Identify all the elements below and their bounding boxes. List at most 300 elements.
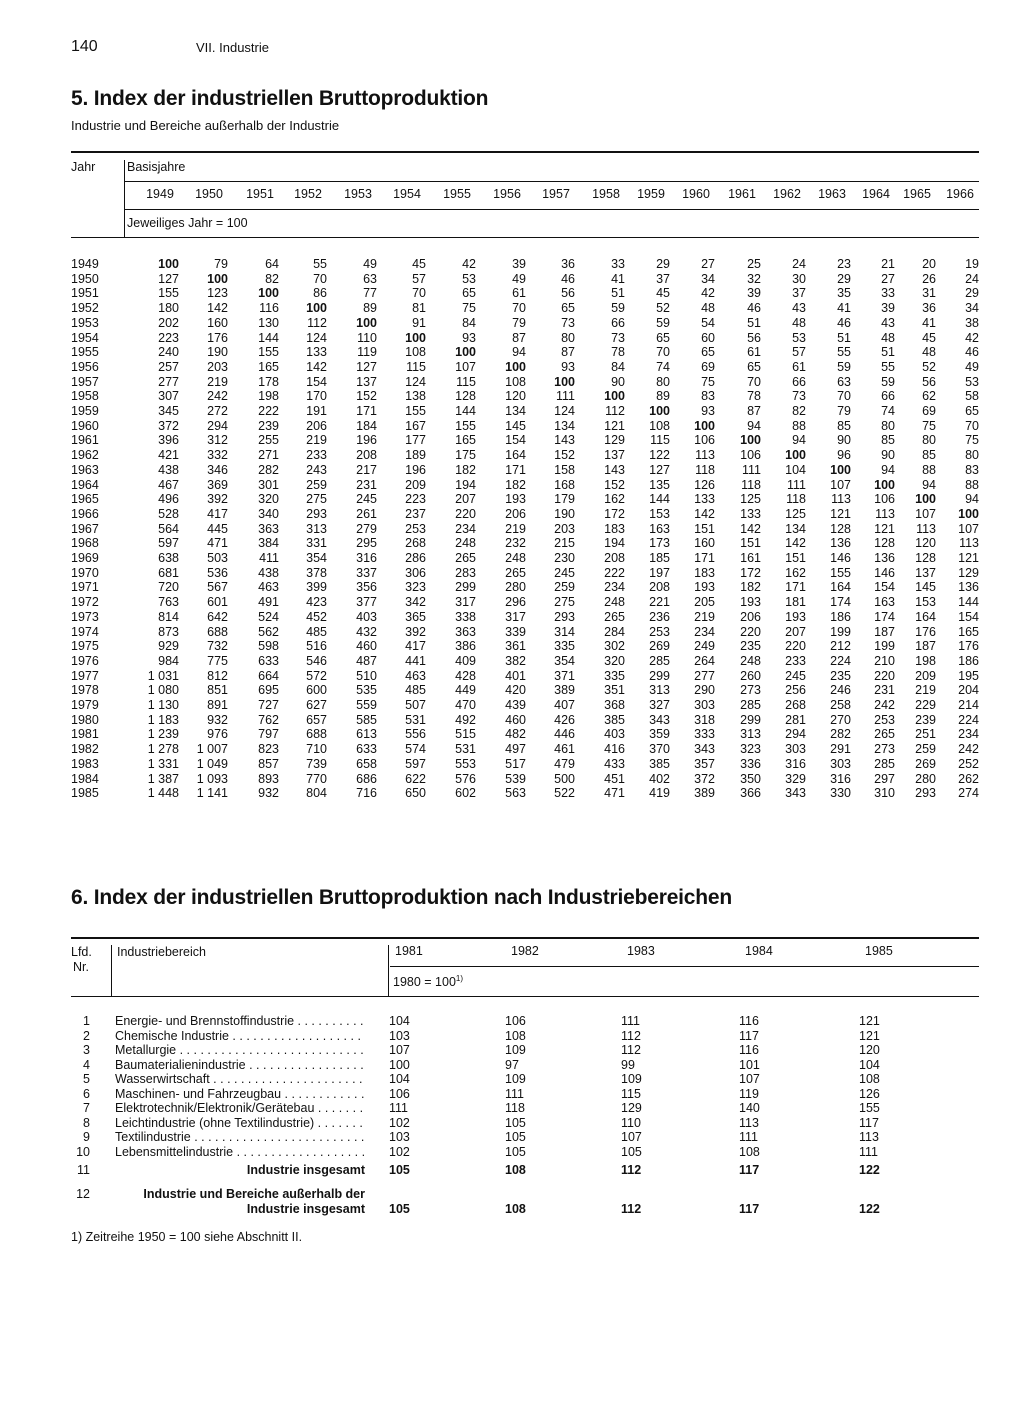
table5-cell: 167 <box>405 418 426 433</box>
table5-cell: 732 <box>207 639 228 654</box>
table5-row-year: 1962 <box>71 448 99 463</box>
table5-cell: 65 <box>701 345 715 360</box>
table5-base-year-1964: 1964 <box>862 187 890 201</box>
table5-cell: 183 <box>604 521 625 536</box>
table5-cell: 354 <box>306 551 327 565</box>
table5-cell: 332 <box>207 448 228 463</box>
table5-cell: 461 <box>554 742 575 757</box>
table5-row <box>0 257 1024 272</box>
table5-cell: 234 <box>958 727 979 742</box>
table5-cell: 277 <box>694 668 715 683</box>
table5-cell: 1 183 <box>147 712 179 727</box>
table5-row <box>0 742 1024 757</box>
table5-cell: 153 <box>649 506 670 521</box>
table5-row-year: 1950 <box>71 271 99 286</box>
table5-cell: 51 <box>837 330 851 345</box>
table5-cell: 151 <box>694 521 715 536</box>
table5-cell: 41 <box>611 271 625 286</box>
table5-cell: 275 <box>306 492 327 507</box>
table5-cell: 83 <box>965 462 979 477</box>
table5-cell: 485 <box>306 624 327 639</box>
table5-cell: 19 <box>965 257 979 271</box>
table6-cell: 121 <box>859 1014 880 1028</box>
table5-cell: 93 <box>462 330 476 345</box>
table5-cell: 57 <box>412 271 426 286</box>
table5-cell: 146 <box>874 565 895 580</box>
table5-cell: 85 <box>881 433 895 448</box>
table5-cell: 242 <box>207 389 228 404</box>
table5-cell: 100 <box>554 374 575 389</box>
table5-cell: 439 <box>505 698 526 712</box>
table5-cell: 70 <box>412 286 426 301</box>
table5-cell: 452 <box>306 609 327 624</box>
table5-cell: 232 <box>505 536 526 551</box>
table5-cell: 219 <box>505 521 526 536</box>
table5-top-rule <box>71 151 979 153</box>
table5-cell: 1 278 <box>147 742 179 757</box>
table5-cell: 224 <box>830 653 851 668</box>
table5-header-reference: Jeweiliges Jahr = 100 <box>127 216 248 230</box>
table5-cell: 100 <box>604 389 625 404</box>
page-number: 140 <box>71 38 98 55</box>
table5-cell: 66 <box>611 315 625 330</box>
table5-cell: 20 <box>922 257 936 271</box>
table5-row-year: 1957 <box>71 374 99 389</box>
table6-year-1983: 1983 <box>627 944 655 958</box>
table5-cell: 108 <box>649 418 670 433</box>
table5-cell: 420 <box>505 683 526 698</box>
table5-cell: 366 <box>740 786 761 801</box>
table5-cell: 273 <box>740 683 761 698</box>
table5-cell: 598 <box>258 639 279 654</box>
table5-cell: 219 <box>694 609 715 624</box>
table5-cell: 657 <box>306 712 327 727</box>
table5-cell: 133 <box>694 492 715 507</box>
table5-cell: 239 <box>915 712 936 727</box>
table5-cell: 251 <box>915 727 936 742</box>
table5-base-year-1954: 1954 <box>393 187 421 201</box>
table5-cell: 52 <box>922 359 936 374</box>
table5-cell: 563 <box>505 786 526 801</box>
table5-cell: 470 <box>455 698 476 712</box>
table5-cell: 572 <box>306 668 327 683</box>
table5-cell: 100 <box>455 345 476 360</box>
table5-cell: 171 <box>785 580 806 595</box>
table5-cell: 219 <box>915 683 936 698</box>
table6-cell: 111 <box>505 1086 525 1101</box>
table5-cell: 137 <box>915 565 936 580</box>
table6-cell: 112 <box>621 1043 641 1057</box>
table6-cell: 102 <box>389 1144 410 1159</box>
table5-cell: 106 <box>694 433 715 448</box>
table5-row-year: 1985 <box>71 786 99 801</box>
table5-cell: 100 <box>694 418 715 433</box>
table5-cell: 142 <box>694 506 715 521</box>
table6-row-name: Maschinen- und Fahrzeugbau . . . <box>115 1087 365 1102</box>
table5-cell: 299 <box>455 580 476 595</box>
table5-cell: 932 <box>207 712 228 727</box>
table5-cell: 215 <box>554 536 575 551</box>
table5-cell: 173 <box>649 536 670 551</box>
table5-row-year: 1952 <box>71 301 99 316</box>
table5-cell: 75 <box>965 433 979 448</box>
table5-cell: 536 <box>207 565 228 580</box>
table5-cell: 339 <box>505 624 526 639</box>
table5-cell: 123 <box>207 286 228 301</box>
table6-cell: 117 <box>859 1115 879 1130</box>
table6-row-number: 10 <box>76 1144 90 1159</box>
table5-cell: 460 <box>356 639 377 654</box>
table5-cell: 363 <box>258 521 279 536</box>
table5-cell: 128 <box>915 551 936 565</box>
table5-cell: 269 <box>915 756 936 771</box>
table5-cell: 234 <box>604 580 625 595</box>
table5-cell: 78 <box>611 345 625 360</box>
table5-row <box>0 683 1024 698</box>
table5-cell: 1 093 <box>196 771 228 786</box>
table6-cell: 105 <box>389 1163 410 1177</box>
table6-cell: 115 <box>621 1086 641 1101</box>
table5-row <box>0 654 1024 669</box>
table5-cell: 66 <box>792 374 806 389</box>
table6-cell: 140 <box>739 1101 760 1115</box>
table5-cell: 39 <box>747 286 761 301</box>
table6-cell: 117 <box>739 1028 759 1043</box>
table5-cell: 42 <box>965 330 979 345</box>
table5-cell: 94 <box>881 462 895 477</box>
table5-cell: 77 <box>363 286 377 301</box>
table6-cell: 111 <box>621 1014 641 1028</box>
table5-cell: 451 <box>604 771 625 786</box>
table5-cell: 133 <box>740 506 761 521</box>
table5-cell: 356 <box>356 580 377 595</box>
table6-cell: 104 <box>389 1014 410 1028</box>
table5-cell: 59 <box>837 359 851 374</box>
table5-cell: 283 <box>455 565 476 580</box>
table6-cell: 108 <box>739 1144 760 1159</box>
table5-cell: 110 <box>357 330 377 345</box>
table5-cell: 126 <box>694 477 715 492</box>
table5-cell: 206 <box>740 609 761 624</box>
table5-cell: 317 <box>455 595 476 610</box>
table5-cell: 32 <box>747 271 761 286</box>
table5-base-year-1949: 1949 <box>146 187 174 201</box>
table6-cell: 100 <box>389 1057 410 1072</box>
table6-row-name: Baumaterialienindustrie . . . <box>115 1058 365 1073</box>
table5-cell: 857 <box>258 756 279 771</box>
table5-row <box>0 272 1024 287</box>
table5-cell: 336 <box>740 756 761 771</box>
table5-cell: 129 <box>604 433 625 448</box>
table5-cell: 90 <box>881 448 895 463</box>
table5-cell: 121 <box>874 521 895 536</box>
table6-cell: 101 <box>739 1057 760 1072</box>
table5-cell: 60 <box>701 330 715 345</box>
table5-cell: 361 <box>505 639 526 654</box>
table6-header-no-1: Lfd. <box>71 945 92 959</box>
table5-cell: 49 <box>363 257 377 271</box>
table5-cell: 136 <box>874 551 895 565</box>
table5-base-year-1958: 1958 <box>592 187 620 201</box>
table5-cell: 433 <box>604 756 625 771</box>
table5-cell: 120 <box>915 536 936 551</box>
table5-cell: 128 <box>874 536 895 551</box>
table5-cell: 206 <box>306 418 327 433</box>
table6-cell: 117 <box>739 1163 760 1177</box>
table5-cell: 231 <box>356 477 377 492</box>
table5-cell: 51 <box>747 315 761 330</box>
table5-cell: 81 <box>412 301 426 316</box>
table5-cell: 184 <box>356 418 377 433</box>
table5-cell: 277 <box>158 374 179 389</box>
table5-cell: 264 <box>694 653 715 668</box>
table6-year-1982: 1982 <box>511 944 539 958</box>
table5-cell: 658 <box>356 756 377 771</box>
table5-cell: 1 007 <box>196 742 228 757</box>
table5-cell: 221 <box>649 595 670 610</box>
table5-cell: 463 <box>405 668 426 683</box>
table6-cell: 103 <box>389 1130 410 1144</box>
table5-cell: 873 <box>158 624 179 639</box>
table6-cell: 116 <box>739 1043 759 1057</box>
table6-row <box>0 1072 1024 1087</box>
table5-cell: 38 <box>965 315 979 330</box>
table5-cell: 107 <box>958 521 979 536</box>
table5-cell: 378 <box>306 565 327 580</box>
table5-cell: 34 <box>965 301 979 316</box>
table5-cell: 59 <box>611 301 625 316</box>
table5-cell: 299 <box>649 668 670 683</box>
table6-cell: 108 <box>505 1163 526 1177</box>
table5-cell: 574 <box>405 742 426 757</box>
table5-cell: 46 <box>747 301 761 316</box>
table5-cell: 320 <box>258 492 279 507</box>
table5-cell: 891 <box>207 698 228 712</box>
table5-cell: 107 <box>915 506 936 521</box>
table5-cell: 69 <box>701 359 715 374</box>
table6-cell: 111 <box>859 1144 879 1159</box>
table6-cell: 112 <box>621 1028 641 1043</box>
table5-cell: 190 <box>207 345 228 360</box>
table6-row <box>0 1130 1024 1145</box>
table5-cell: 248 <box>505 551 526 565</box>
table5-cell: 240 <box>158 345 179 360</box>
table5-cell: 196 <box>405 462 426 477</box>
table5-cell: 46 <box>965 345 979 360</box>
table5-subtitle: Industrie und Bereiche außerhalb der Industrie <box>71 118 340 133</box>
table6-cell: 109 <box>505 1043 526 1057</box>
table5-cell: 681 <box>158 565 179 580</box>
table5-cell: 739 <box>306 756 327 771</box>
table5-cell: 33 <box>881 286 895 301</box>
table5-cell: 46 <box>837 315 851 330</box>
table5-cell: 70 <box>656 345 670 360</box>
table5-cell: 80 <box>965 448 979 463</box>
table5-cell: 307 <box>158 389 179 404</box>
table5-cell: 556 <box>405 727 426 742</box>
table6-cell: 111 <box>389 1101 409 1115</box>
table5-cell: 100 <box>306 301 327 316</box>
table5-cell: 41 <box>837 301 851 316</box>
table5-cell: 485 <box>405 683 426 698</box>
table5-cell: 233 <box>785 653 806 668</box>
table5-cell: 1 049 <box>196 756 228 771</box>
table5-cell: 323 <box>740 742 761 757</box>
table5-cell: 111 <box>555 389 575 404</box>
table6-row-name: Industrie insgesamt <box>246 1163 365 1177</box>
table5-row <box>0 786 1024 801</box>
table5-cell: 171 <box>356 404 377 418</box>
table5-cell: 1 141 <box>196 786 228 801</box>
table5-cell: 124 <box>306 330 327 345</box>
table5-cell: 243 <box>306 462 327 477</box>
table5-cell: 331 <box>306 536 327 551</box>
table5-cell: 59 <box>656 315 670 330</box>
table5-cell: 271 <box>258 448 279 463</box>
table5-cell: 208 <box>604 551 625 565</box>
table5-cell: 293 <box>554 609 575 624</box>
table5-cell: 306 <box>405 565 426 580</box>
table5-cell: 497 <box>505 742 526 757</box>
table5-cell: 65 <box>561 301 575 316</box>
table5-cell: 222 <box>604 565 625 580</box>
table5-cell: 343 <box>785 786 806 801</box>
table5-cell: 174 <box>874 609 895 624</box>
table6-header-bottom-rule <box>71 996 979 997</box>
table5-cell: 217 <box>356 462 377 477</box>
table6-cell: 108 <box>505 1028 526 1043</box>
table6-cell: 99 <box>621 1057 635 1072</box>
table5-cell: 248 <box>455 536 476 551</box>
table5-cell: 168 <box>554 477 575 492</box>
table6-cell: 111 <box>739 1130 759 1144</box>
table5-cell: 403 <box>356 609 377 624</box>
table5-cell: 220 <box>455 506 476 521</box>
table5-cell: 222 <box>258 404 279 418</box>
table6-cell: 117 <box>739 1202 760 1216</box>
table5-cell: 296 <box>505 595 526 610</box>
table5-cell: 370 <box>649 742 670 757</box>
table6-cell: 97 <box>505 1057 519 1072</box>
table5-cell: 487 <box>356 653 377 668</box>
table5-cell: 29 <box>837 271 851 286</box>
table6-row-number: 5 <box>83 1072 90 1086</box>
table6-cell: 113 <box>859 1130 879 1144</box>
table5-cell: 37 <box>792 286 806 301</box>
table5-cell: 409 <box>455 653 476 668</box>
table5-cell: 197 <box>649 565 670 580</box>
table5-cell: 294 <box>207 418 228 433</box>
table5-row <box>0 419 1024 434</box>
table5-cell: 449 <box>455 683 476 698</box>
table5-cell: 175 <box>455 448 476 463</box>
table5-cell: 245 <box>785 668 806 683</box>
table6-cell: 108 <box>505 1202 526 1216</box>
table5-cell: 343 <box>649 712 670 727</box>
table5-cell: 84 <box>462 315 476 330</box>
table5-base-year-1955: 1955 <box>443 187 471 201</box>
table5-cell: 622 <box>405 771 426 786</box>
table5-cell: 89 <box>656 389 670 404</box>
table5-cell: 463 <box>258 580 279 595</box>
table6-cell: 113 <box>739 1115 759 1130</box>
table5-cell: 121 <box>958 551 979 565</box>
table5-cell: 335 <box>604 668 625 683</box>
table6-reference-note: 1) <box>455 974 464 983</box>
table5-cell: 46 <box>561 271 575 286</box>
table5-cell: 42 <box>701 286 715 301</box>
table5-cell: 87 <box>512 330 526 345</box>
table5-cell: 55 <box>313 257 327 271</box>
table5-cell: 53 <box>965 374 979 389</box>
table5-cell: 976 <box>207 727 228 742</box>
table5-cell: 313 <box>740 727 761 742</box>
table5-cell: 172 <box>740 565 761 580</box>
table6-row-number: 12 <box>76 1187 90 1201</box>
table5-row-year: 1967 <box>71 521 99 536</box>
table5-cell: 180 <box>158 301 179 316</box>
table5-cell: 54 <box>701 315 715 330</box>
table6-row <box>0 1087 1024 1102</box>
table5-cell: 100 <box>830 462 851 477</box>
table5-cell: 233 <box>306 448 327 463</box>
table5-cell: 45 <box>656 286 670 301</box>
table6-cell: 106 <box>505 1014 526 1028</box>
table5-cell: 601 <box>207 595 228 610</box>
table6-row <box>0 1058 1024 1073</box>
table5-cell: 496 <box>158 492 179 507</box>
table5-cell: 160 <box>694 536 715 551</box>
table5-row-year: 1966 <box>71 506 99 521</box>
table5-cell: 182 <box>455 462 476 477</box>
table5-cell: 281 <box>785 712 806 727</box>
table5-cell: 75 <box>922 418 936 433</box>
table5-base-year-1965: 1965 <box>903 187 931 201</box>
table5-cell: 75 <box>701 374 715 389</box>
table5-cell: 633 <box>258 653 279 668</box>
table5-cell: 258 <box>830 698 851 712</box>
table5-cell: 202 <box>158 315 179 330</box>
table5-cell: 198 <box>258 389 279 404</box>
table5-cell: 597 <box>158 536 179 551</box>
table5-cell: 268 <box>785 698 806 712</box>
table5-cell: 163 <box>649 521 670 536</box>
table5-cell: 176 <box>958 639 979 654</box>
table5-cell: 100 <box>958 506 979 521</box>
table5-cell: 559 <box>356 698 377 712</box>
table5-row-year: 1981 <box>71 727 99 742</box>
table5-cell: 613 <box>356 727 377 742</box>
table5-cell: 428 <box>455 668 476 683</box>
table5-cell: 178 <box>258 374 279 389</box>
table5-cell: 88 <box>965 477 979 492</box>
table5-cell: 310 <box>874 786 895 801</box>
table5-cell: 389 <box>554 683 575 698</box>
table6-cell: 155 <box>859 1101 880 1115</box>
table5-cell: 187 <box>915 639 936 654</box>
table5-cell: 52 <box>656 301 670 316</box>
table5-cell: 716 <box>356 786 377 801</box>
table5-cell: 303 <box>694 698 715 712</box>
table5-cell: 245 <box>356 492 377 507</box>
table5-cell: 93 <box>701 404 715 418</box>
table5-cell: 316 <box>356 551 377 565</box>
table6-cell: 105 <box>389 1202 410 1216</box>
table5-cell: 285 <box>740 698 761 712</box>
table5-cell: 1 387 <box>147 771 179 786</box>
table5-base-year-1961: 1961 <box>728 187 756 201</box>
table5-cell: 33 <box>611 257 625 271</box>
